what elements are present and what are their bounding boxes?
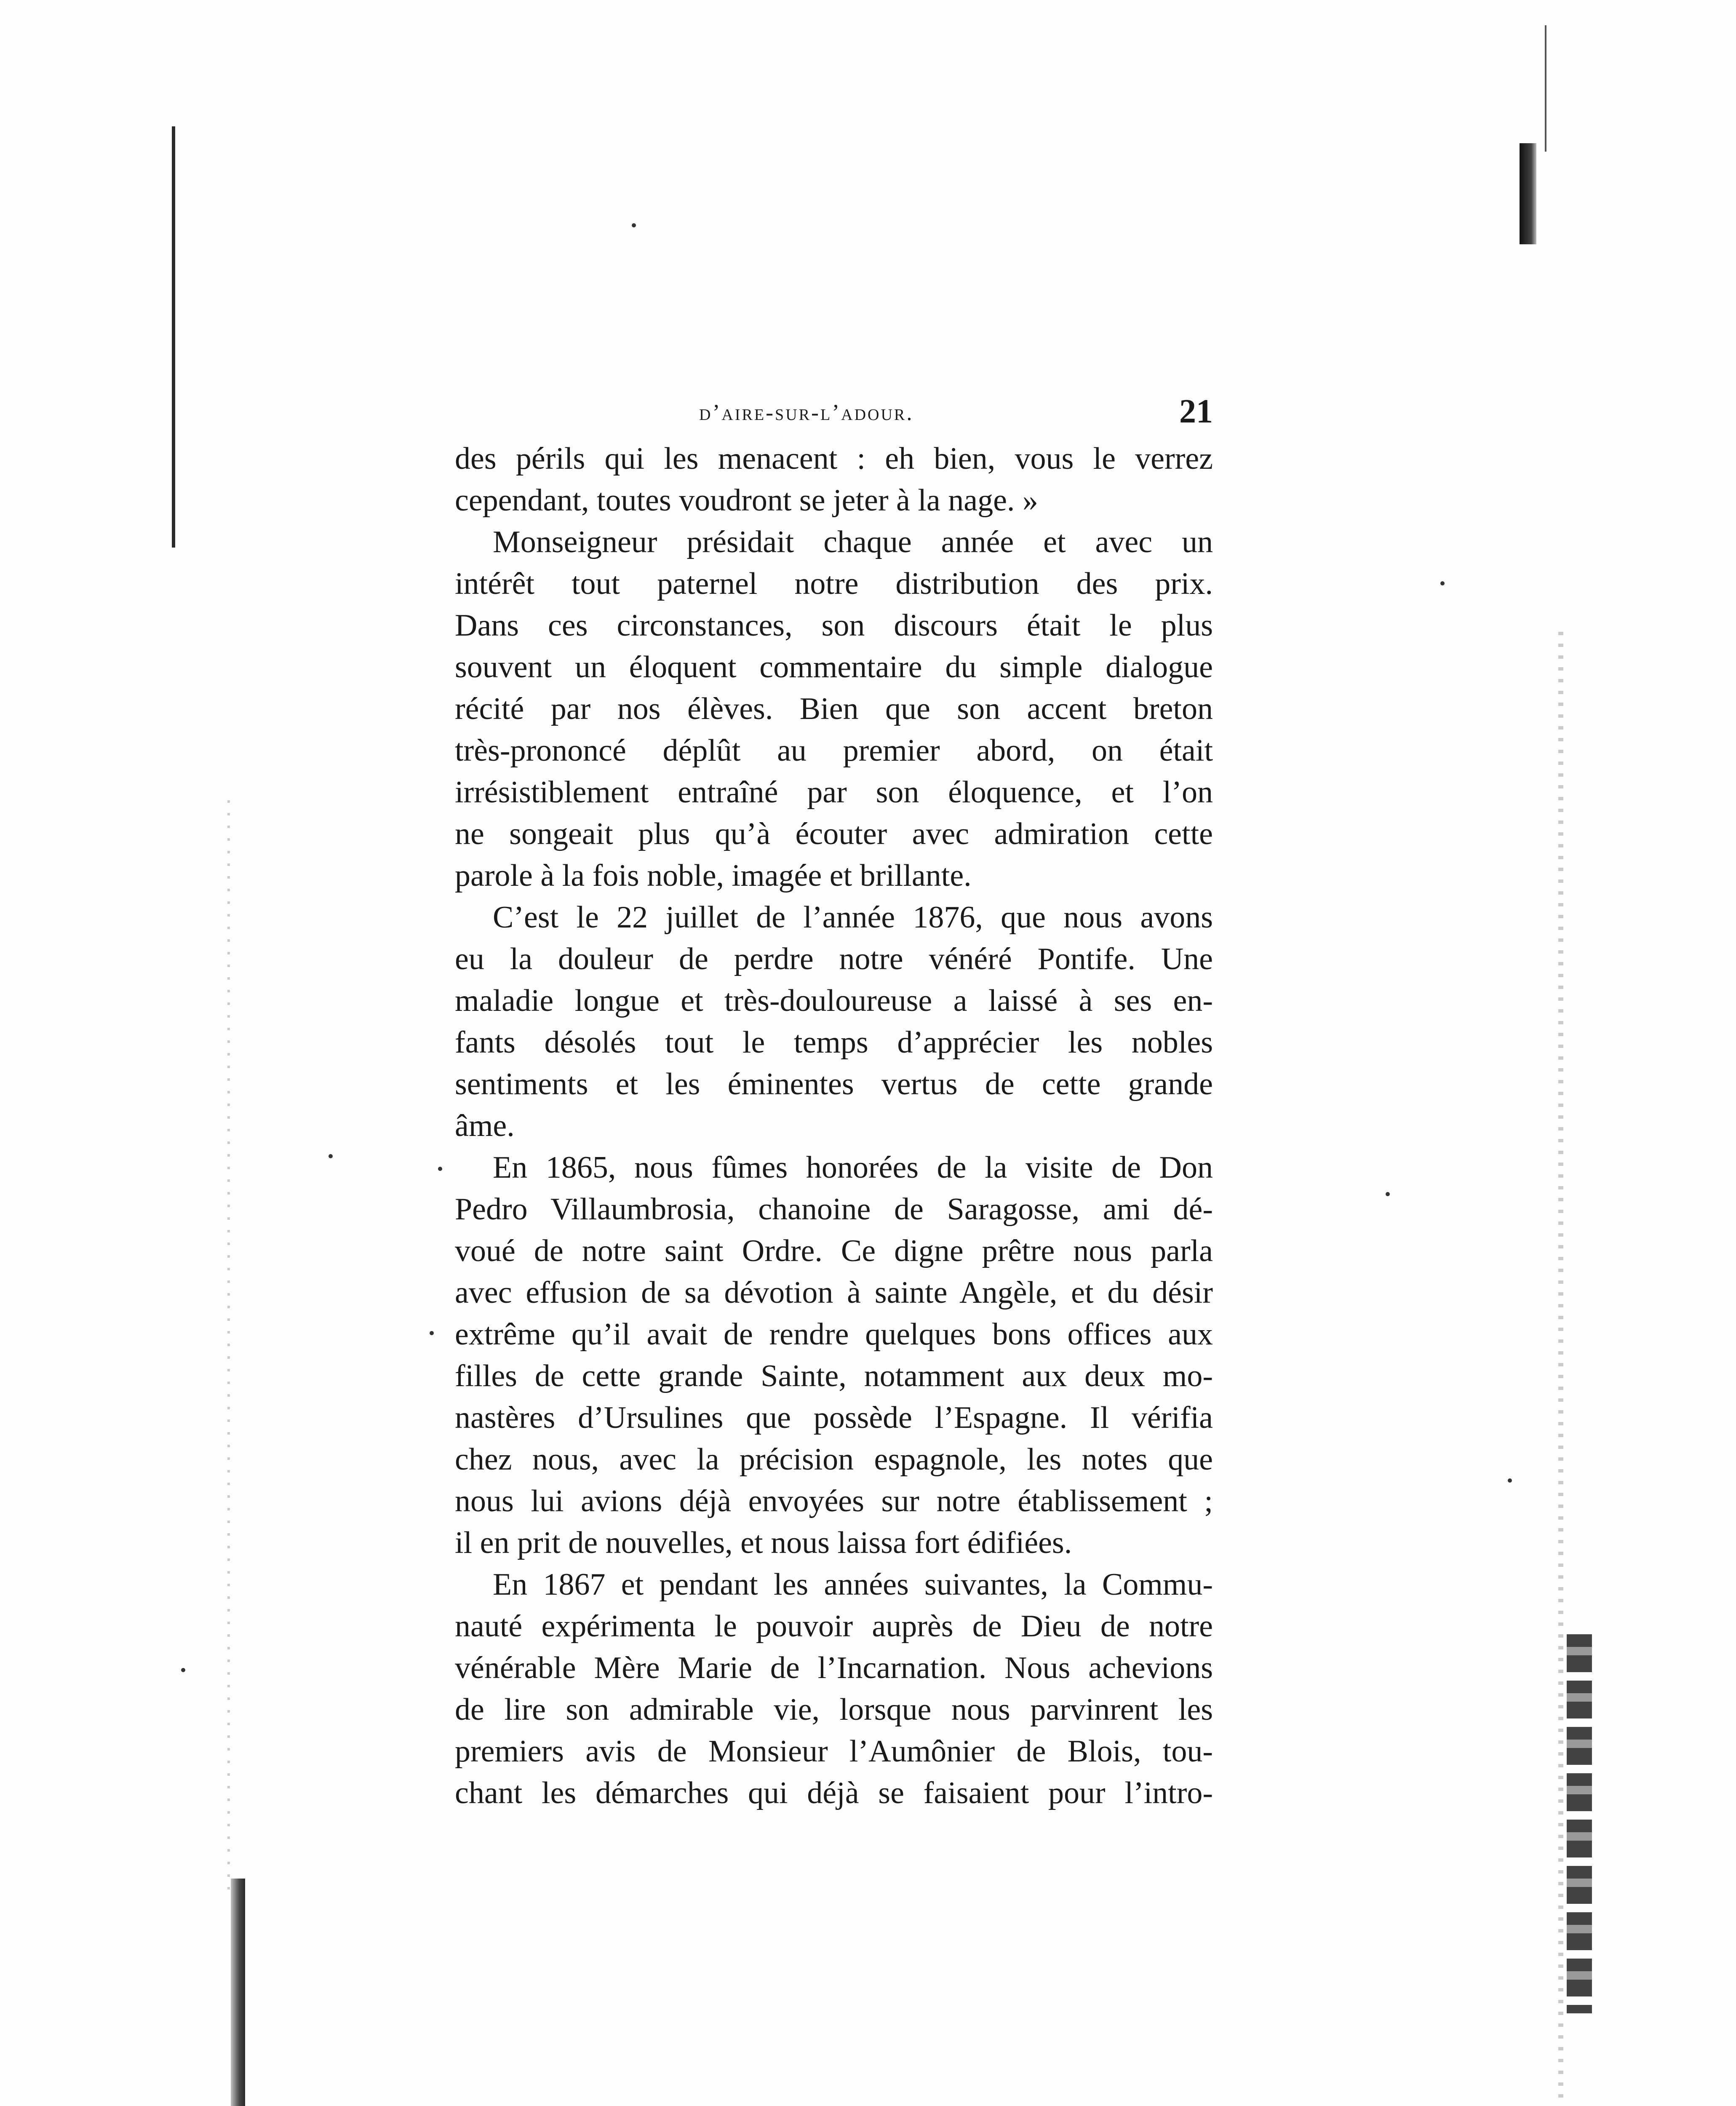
scan-margin-line [1545, 25, 1546, 152]
text-line: maladie longue et très-douloureuse a laissé à ses en- [455, 984, 1213, 1018]
text-line: il en prit de nouvelles, et nous laissa fort édifiées. [455, 1526, 1072, 1560]
text-line: âme. [455, 1109, 515, 1143]
text-line: Monseigneur présidait chaque année et avec un [493, 525, 1213, 559]
scan-binding-shadow [231, 1879, 245, 2106]
text-line: premiers avis de Monsieur l’Aumônier de Blois, tou- [455, 1734, 1213, 1769]
text-line: chant les démarches qui déjà se faisaient pour l’intro- [455, 1776, 1213, 1810]
text-line: fants désolés tout le temps d’apprécier les nobles [455, 1025, 1213, 1060]
text-line: voué de notre saint Ordre. Ce digne prêtre nous parla [455, 1234, 1213, 1268]
scan-speck [632, 223, 636, 227]
text-line: intérêt tout paternel notre distribution des prix. [455, 567, 1213, 601]
text-line: Pedro Villaumbrosia, chanoine de Saragosse, ami dé- [455, 1192, 1213, 1227]
scan-margin-line [172, 126, 175, 548]
running-title: d’aire-sur-l’adour. [699, 400, 914, 425]
scan-speck [1508, 1478, 1512, 1483]
text-line: nous lui avions déjà envoyées sur notre établissement ; [455, 1484, 1213, 1518]
text-line: souvent un éloquent commentaire du simple dialogue [455, 650, 1213, 684]
text-line: ne songeait plus qu’à écouter avec admiration cette [455, 817, 1213, 851]
scan-binding-shadow [1567, 1634, 1592, 2013]
scan-margin-noise [1558, 632, 1563, 2106]
scan-speck [181, 1668, 185, 1672]
scan-speck [438, 1167, 442, 1171]
text-line: de lire son admirable vie, lorsque nous parvinrent les [455, 1692, 1213, 1727]
text-line: nastères d’Ursulines que possède l’Espagne. Il vérifia [455, 1400, 1213, 1435]
text-line: cependant, toutes voudront se jeter à la nage. » [455, 483, 1038, 518]
scan-binding-shadow [1520, 143, 1536, 244]
text-line: vénérable Mère Marie de l’Incarnation. Nous achevions [455, 1651, 1213, 1685]
page-number: 21 [1179, 393, 1213, 430]
text-line: Dans ces circonstances, son discours était le plus [455, 608, 1213, 643]
text-line: sentiments et les éminentes vertus de cette grande [455, 1067, 1213, 1101]
scan-speck [430, 1331, 434, 1335]
text-line: eu la douleur de perdre notre vénéré Pontife. Une [455, 942, 1213, 976]
text-line: chez nous, avec la précision espagnole, les notes que [455, 1442, 1213, 1477]
text-line: C’est le 22 juillet de l’année 1876, que nous avons [493, 900, 1213, 935]
text-line: des périls qui les menacent : eh bien, vous le verrez [455, 441, 1213, 476]
text-line: récité par nos élèves. Bien que son accent breton [455, 692, 1213, 726]
scan-speck [329, 1154, 333, 1158]
text-line: extrême qu’il avait de rendre quelques bons offices aux [455, 1317, 1213, 1352]
text-line: parole à la fois noble, imagée et brillante. [455, 858, 972, 893]
text-line: nauté expérimenta le pouvoir auprès de Dieu de notre [455, 1609, 1213, 1644]
text-line: En 1867 et pendant les années suivantes, la Commu- [493, 1567, 1213, 1602]
text-line: filles de cette grande Sainte, notamment aux deux mo- [455, 1359, 1213, 1393]
body-text [455, 438, 1213, 1814]
scan-speck [1386, 1192, 1390, 1196]
text-line: irrésistiblement entraîné par son éloquence, et l’on [455, 775, 1213, 810]
scan-margin-noise [227, 800, 230, 1895]
running-head [657, 393, 1213, 434]
text-line: très-prononcé déplût au premier abord, on était [455, 733, 1213, 768]
scan-speck [1440, 581, 1445, 585]
text-line: avec effusion de sa dévotion à sainte Angèle, et du désir [455, 1275, 1213, 1310]
text-line: En 1865, nous fûmes honorées de la visite de Don [493, 1150, 1213, 1185]
